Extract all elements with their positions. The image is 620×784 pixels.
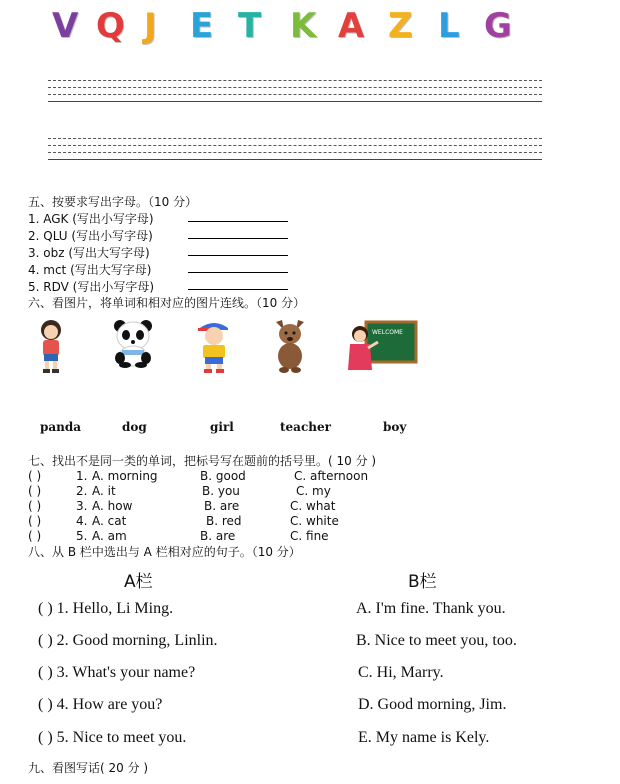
banner-letter: T (238, 6, 262, 46)
column-a-header: A栏 (124, 572, 153, 592)
sec5-item: 1. AGK (写出小写字母) (28, 210, 154, 227)
sec7-item: ( ) 5. A. am B. are C. fine (28, 529, 329, 543)
column-a-item: ( ) 2. Good morning, Linlin. (38, 632, 218, 649)
section-9-title: 九、看图写话( 20 分 ) (28, 761, 149, 775)
answer-blank[interactable] (188, 210, 288, 222)
svg-text:WELCOME: WELCOME (372, 329, 403, 336)
banner-letter: E (190, 6, 214, 46)
column-b-item: E. My name is Kely. (358, 729, 490, 746)
banner-letter: L (438, 6, 460, 46)
answer-paren[interactable]: ( ) (28, 469, 42, 483)
sec5-item: 3. obz (写出大写字母) (28, 244, 150, 261)
answer-paren[interactable]: ( ) (28, 514, 42, 528)
girl-picture (34, 318, 68, 374)
column-a-item: ( ) 5. Nice to meet you. (38, 729, 187, 746)
banner-letter: V (52, 6, 79, 46)
column-a-item: ( ) 1. Hello, Li Ming. (38, 600, 174, 617)
answer-blank[interactable] (188, 261, 288, 273)
boy-picture (194, 318, 234, 374)
column-b-item: B. Nice to meet you, too. (356, 632, 517, 649)
sec7-item: ( ) 1. A. morning B. good C. afternoon (28, 469, 369, 483)
column-b-item: C. Hi, Marry. (358, 664, 444, 681)
sec5-item: 5. RDV (写出小写字母) (28, 278, 154, 295)
sec7-item: ( ) 3. A. how B. are C. what (28, 499, 336, 513)
teacher-picture (348, 318, 418, 372)
match-word: boy (383, 420, 407, 434)
banner-letter: G (484, 6, 512, 46)
sec7-item: ( ) 2. A. it B. you C. my (28, 484, 331, 498)
section-7-title: 七、找出不是同一类的单词，把标号写在题前的括号里。( 10 分 ) (28, 454, 377, 468)
match-word: teacher (280, 420, 331, 434)
panda-picture (110, 318, 156, 368)
match-word: panda (40, 420, 82, 434)
banner-letter: Z (388, 6, 413, 46)
column-b-item: A. I'm fine. Thank you. (356, 600, 506, 617)
match-word: dog (122, 420, 147, 434)
answer-paren[interactable]: ( ) (28, 484, 42, 498)
section-5-title: 五、按要求写出字母。（10 分） (28, 195, 198, 209)
column-a-item: ( ) 3. What's your name? (38, 664, 196, 681)
banner-letter: Q (96, 6, 125, 46)
column-b-header: B栏 (408, 572, 437, 592)
answer-blank[interactable] (188, 227, 288, 239)
writing-lines-1 (48, 80, 542, 108)
banner-letter: K (290, 6, 317, 46)
answer-blank[interactable] (188, 278, 288, 290)
match-word: girl (210, 420, 234, 434)
banner-letter: J (144, 6, 157, 46)
column-b-item: D. Good morning, Jim. (358, 696, 507, 713)
writing-lines-2 (48, 138, 542, 166)
dog-picture (272, 318, 308, 374)
column-a-item: ( ) 4. How are you? (38, 696, 163, 713)
section-8-title: 八、从 B 栏中选出与 A 栏相对应的句子。（10 分） (28, 545, 301, 559)
answer-paren[interactable]: ( ) (28, 499, 42, 513)
letters-banner (52, 6, 522, 50)
banner-letter: A (338, 6, 365, 46)
sec5-item: 2. QLU (写出小写字母) (28, 227, 153, 244)
section-6-title: 六、看图片，将单词和相对应的图片连线。（10 分） (28, 296, 306, 310)
sec5-item: 4. mct (写出大写字母) (28, 261, 151, 278)
sec7-item: ( ) 4. A. cat B. red C. white (28, 514, 339, 528)
answer-blank[interactable] (188, 244, 288, 256)
answer-paren[interactable]: ( ) (28, 529, 42, 543)
